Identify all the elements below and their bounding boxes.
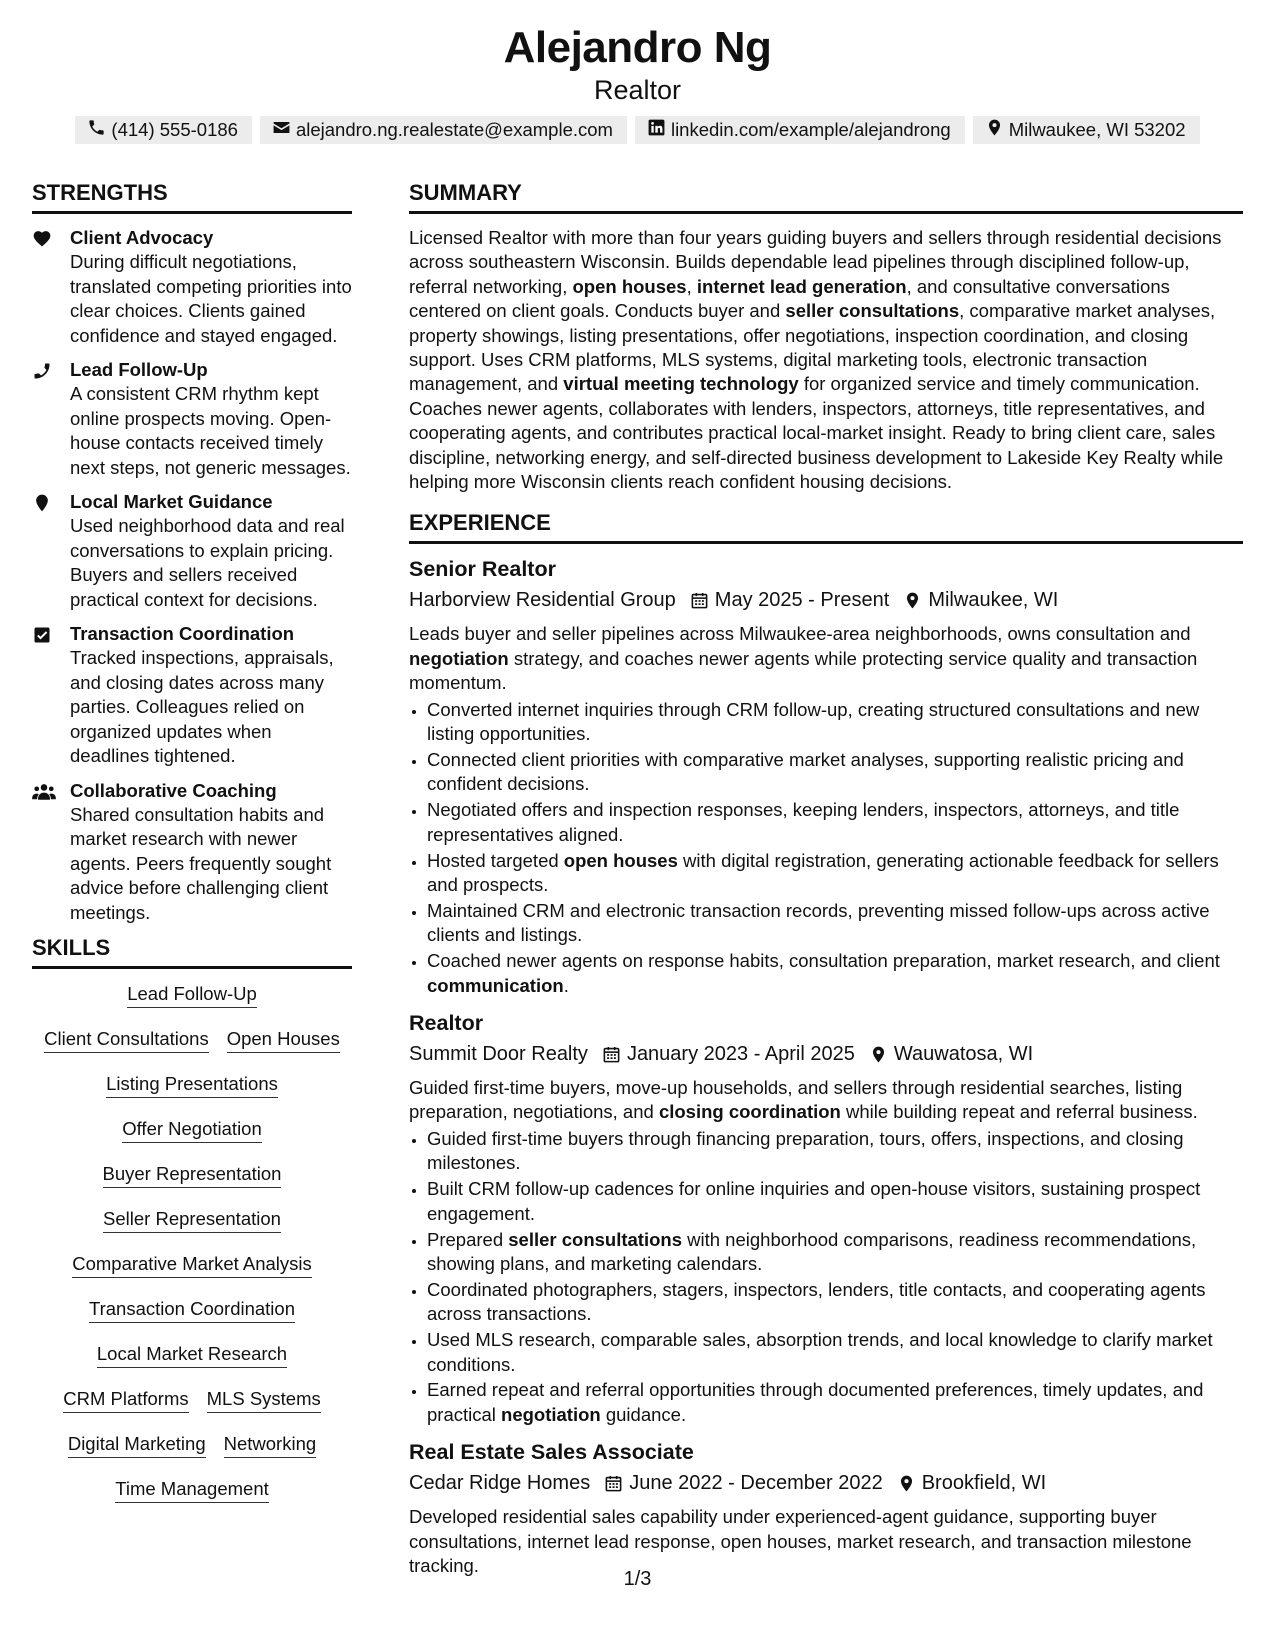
job-entry xyxy=(409,1010,1243,1427)
job-title: Realtor xyxy=(409,1011,484,1036)
strength-title: Collaborative Coaching xyxy=(70,779,277,801)
contact-bar xyxy=(0,116,1275,144)
skills-row xyxy=(103,1163,282,1188)
job-bullet: • Coached newer agents on response habits, consultation preparation, market research, and client communication. xyxy=(427,949,1243,998)
job-bullet: • Connected client priorities with comparative market analyses, supporting realistic pricing and confident decisions. xyxy=(427,748,1243,797)
job-dates: May 2025 - Present xyxy=(714,589,890,612)
map-pin-icon xyxy=(903,591,922,610)
heart-icon xyxy=(32,236,52,253)
contact-linkedin-text: linkedin.com/example/alejandrong xyxy=(670,119,951,140)
strength-title: Lead Follow-Up xyxy=(70,359,208,380)
skill-tag: Listing Presentations xyxy=(106,1073,278,1098)
strength-title: Transaction Coordination xyxy=(70,623,295,644)
job-summary: Leads buyer and seller pipelines across Milwaukee-area neighborhoods, owns consultation and negotiation strategy, and coaches newer agents while protecting service quality and transaction momentum. xyxy=(409,623,1198,694)
skills-row xyxy=(127,983,257,1008)
phone-icon xyxy=(32,368,52,385)
contact-email-text: alejandro.ng.realestate@example.com xyxy=(295,119,613,140)
skill-tag: Comparative Market Analysis xyxy=(72,1253,312,1278)
job-bullet: • Used MLS research, comparable sales, absorption trends, and local knowledge to clarify market conditions. xyxy=(427,1328,1243,1377)
map-pin-icon xyxy=(32,500,52,517)
right-column xyxy=(409,180,1243,1590)
envelope-icon xyxy=(272,118,291,142)
job-bullet: • Guided first-time buyers through financing preparation, tours, offers, inspections, and closing milestones. xyxy=(427,1127,1243,1176)
map-pin-icon xyxy=(897,1474,916,1493)
job-entry xyxy=(409,1439,1243,1578)
skill-tag: Transaction Coordination xyxy=(89,1298,295,1323)
resume-header xyxy=(0,0,1275,144)
users-icon xyxy=(32,789,56,806)
skill-tag: Buyer Representation xyxy=(103,1163,282,1188)
job-dates: June 2022 - December 2022 xyxy=(629,1472,883,1495)
job-bullets xyxy=(409,698,1243,998)
skill-tag: Client Consultations xyxy=(44,1028,209,1053)
strength-description: Used neighborhood data and real conversations to explain pricing. Buyers and sellers received practical context for decisions. xyxy=(70,515,345,610)
strength-description: Shared consultation habits and market research with newer agents. Peers frequently sought advice before challenging client meetings. xyxy=(70,803,332,923)
map-pin-icon xyxy=(985,118,1004,142)
skill-tag: Seller Representation xyxy=(103,1208,281,1233)
job-bullet: • Built CRM follow-up cadences for online inquiries and open-house visitors, sustaining prospect engagement. xyxy=(427,1177,1243,1226)
strength-item xyxy=(32,779,352,926)
job-company: Cedar Ridge Homes xyxy=(409,1472,591,1495)
experience-heading: EXPERIENCE xyxy=(409,510,1243,544)
page-number: 1/3 xyxy=(623,1568,652,1590)
contact-location xyxy=(973,116,1200,144)
skill-tag: Open Houses xyxy=(227,1028,340,1053)
job-bullet: • Maintained CRM and electronic transaction records, preventing missed follow-ups across active clients and listings. xyxy=(427,899,1243,948)
skill-tag: Local Market Research xyxy=(97,1343,287,1368)
linkedin-icon xyxy=(647,118,666,142)
strength-item xyxy=(32,358,352,480)
candidate-name: Alejandro Ng xyxy=(503,23,772,72)
job-location: Milwaukee, WI xyxy=(928,589,1059,612)
candidate-title: Realtor xyxy=(593,75,682,105)
skills-row xyxy=(44,1028,340,1053)
skills-row xyxy=(68,1433,316,1458)
job-entry xyxy=(409,556,1243,998)
skills-row xyxy=(122,1118,262,1143)
strength-item xyxy=(32,622,352,769)
skills-row xyxy=(89,1298,295,1323)
job-bullet: • Coordinated photographers, stagers, inspectors, lenders, title contacts, and cooperating agents across transactions. xyxy=(427,1278,1243,1327)
skill-tag: Lead Follow-Up xyxy=(127,983,257,1008)
strength-item xyxy=(32,226,352,348)
summary-text: Licensed Realtor with more than four years guiding buyers and sellers through residential decisions across southeastern Wisconsin. Builds dependable lead pipelines through disciplined follow-up, referral networking, open houses, internet lead generation, and consultative conversations centered on client goals. Conducts buyer and seller consultations, comparative market analyses, property showings, listing presentations, offer negotiations, inspection coordination, and closing support. Uses CRM platforms, MLS systems, digital marketing tools, electronic transaction management, and virtual meeting technology for organized service and timely communication. Coaches newer agents, collaborates with lenders, inspectors, attorneys, title representatives, and cooperating agents, and contributes practical local-market insight. Ready to bring client care, sales discipline, networking energy, and self-directed business development to Lakeside Key Realty while helping more Wisconsin clients reach confident housing decisions. xyxy=(409,227,1224,493)
skill-tag: Networking xyxy=(224,1433,317,1458)
experience-list xyxy=(409,556,1243,1578)
job-location: Wauwatosa, WI xyxy=(893,1043,1034,1066)
job-bullet: • Converted internet inquiries through CRM follow-up, creating structured consultations and new listing opportunities. xyxy=(427,698,1243,747)
skill-tag: CRM Platforms xyxy=(63,1388,188,1413)
job-location: Brookfield, WI xyxy=(921,1472,1047,1495)
left-column xyxy=(32,180,352,1503)
job-bullet: • Earned repeat and referral opportunities through documented preferences, timely updates, and practical negotiation guidance. xyxy=(427,1378,1243,1427)
strength-title: Local Market Guidance xyxy=(70,491,273,512)
strength-description: During difficult negotiations, translated competing priorities into clear choices. Clients gained confidence and stayed engaged. xyxy=(70,251,352,346)
summary-heading: SUMMARY xyxy=(409,180,1243,214)
map-pin-icon xyxy=(869,1045,888,1064)
checkbox-icon xyxy=(32,632,52,649)
skills-row xyxy=(63,1388,321,1413)
job-company: Summit Door Realty xyxy=(409,1043,588,1066)
skills-row xyxy=(106,1073,278,1098)
strength-description: A consistent CRM rhythm kept online prospects moving. Open-house contacts received timely next steps, not generic messages. xyxy=(70,383,351,478)
skills-section xyxy=(32,935,352,1503)
contact-phone-text: (414) 555-0186 xyxy=(111,119,238,140)
job-title: Senior Realtor xyxy=(409,557,556,582)
calendar-icon xyxy=(690,591,709,610)
strength-description: Tracked inspections, appraisals, and closing dates across many parties. Colleagues relied on organized updates when deadlines tightened. xyxy=(70,647,334,766)
job-dates: January 2023 - April 2025 xyxy=(626,1043,855,1066)
job-company: Harborview Residential Group xyxy=(409,589,676,612)
strengths-heading: STRENGTHS xyxy=(32,180,352,214)
contact-email xyxy=(260,116,627,144)
job-meta xyxy=(409,1469,1243,1497)
job-meta xyxy=(409,1040,1243,1068)
skill-tag: Offer Negotiation xyxy=(122,1118,262,1143)
contact-linkedin xyxy=(635,116,965,144)
skills-row xyxy=(103,1208,281,1233)
skills-row xyxy=(97,1343,287,1368)
job-bullet: • Negotiated offers and inspection responses, keeping lenders, inspectors, attorneys, and title representatives aligned. xyxy=(427,798,1243,847)
job-bullet: • Hosted targeted open houses with digital registration, generating actionable feedback for sellers and prospects. xyxy=(427,849,1243,898)
skill-tag: Time Management xyxy=(115,1478,269,1503)
strength-title: Client Advocacy xyxy=(70,227,214,248)
skills-heading: SKILLS xyxy=(32,935,352,969)
strength-item xyxy=(32,490,352,612)
skills-row xyxy=(115,1478,269,1503)
job-bullets xyxy=(409,1127,1243,1427)
skills-row xyxy=(72,1253,312,1278)
contact-location-text: Milwaukee, WI 53202 xyxy=(1008,119,1186,140)
job-meta xyxy=(409,586,1243,614)
calendar-icon xyxy=(604,1474,623,1493)
skills-list xyxy=(32,983,352,1503)
job-summary: Guided first-time buyers, move-up households, and sellers through residential searches, listing preparation, negotiations, and closing coordination while building repeat and referral business. xyxy=(409,1077,1198,1123)
job-bullet: • Prepared seller consultations with neighborhood comparisons, readiness recommendations, showing plans, and marketing calendars. xyxy=(427,1228,1243,1277)
phone-icon xyxy=(87,118,106,142)
skill-tag: MLS Systems xyxy=(207,1388,321,1413)
skill-tag: Digital Marketing xyxy=(68,1433,206,1458)
job-title: Real Estate Sales Associate xyxy=(409,1440,694,1465)
job-summary: Developed residential sales capability under experienced-agent guidance, supporting buyer consultations, internet lead response, open houses, market research, and transaction milestone tracking. xyxy=(409,1506,1192,1577)
contact-phone xyxy=(75,116,252,144)
calendar-icon xyxy=(602,1045,621,1064)
